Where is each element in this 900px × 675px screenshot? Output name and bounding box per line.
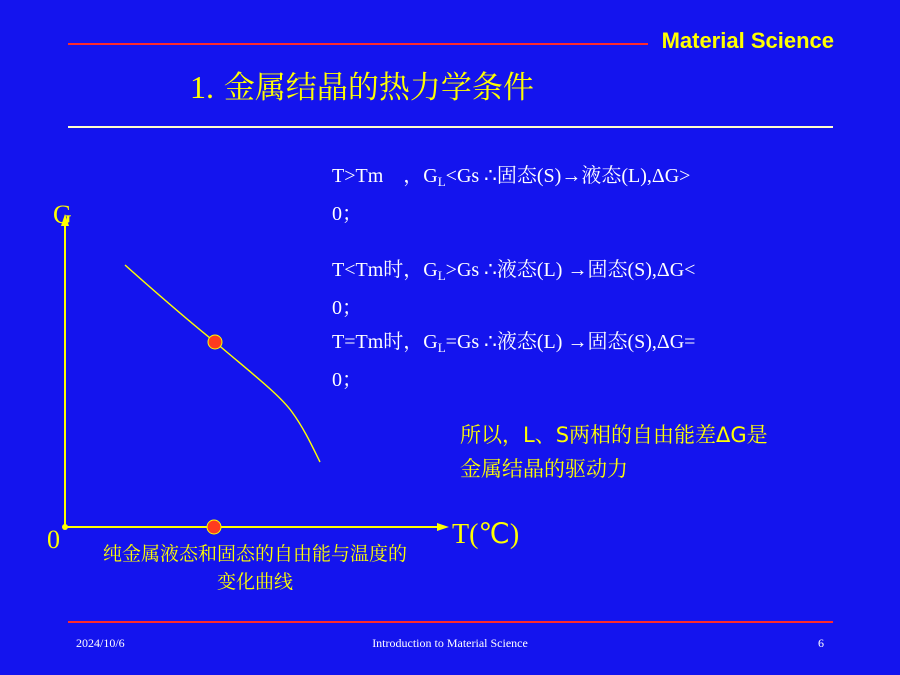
bottom-divider <box>68 621 833 623</box>
caption-line: 变化曲线 <box>216 571 293 593</box>
condition-continuation: 0； <box>332 369 362 391</box>
condition-rhs: =Gs ∴液态(L) →固态(S),ΔG= <box>445 331 696 353</box>
condition-subscript: L <box>437 340 446 355</box>
condition-subscript: L <box>437 268 446 283</box>
condition-continuation: 0； <box>332 297 362 319</box>
condition-rhs: <Gs ∴固态(S)→液态(L),ΔG> <box>445 165 691 187</box>
free-energy-curve <box>125 265 320 462</box>
origin-label: 0 <box>47 525 60 554</box>
graph-caption <box>60 540 450 596</box>
footer-date: 2024/10/6 <box>76 636 125 650</box>
curve-marker <box>208 335 222 349</box>
condition-lhs: T>Tm ，G <box>332 165 438 187</box>
condition-rhs: >Gs ∴液态(L) →固态(S),ΔG< <box>445 259 696 281</box>
axis-marker <box>207 520 221 534</box>
title-text: 金属结晶的热力学条件 <box>223 70 534 106</box>
title-number: 1. <box>190 69 214 105</box>
caption-line: 纯金属液态和固态的自由能与温度的 <box>102 543 407 565</box>
x-axis-label: T(℃) <box>452 519 520 550</box>
summary-line: 所以，L、S两相的自由能差ΔG是 <box>460 423 768 447</box>
y-axis-label: G <box>53 200 72 229</box>
condition-continuation: 0； <box>332 203 362 225</box>
condition-lhs: T<Tm时，G <box>332 259 438 281</box>
footer-course: Introduction to Material Science <box>372 636 528 650</box>
brand-label: Material Science <box>661 28 834 53</box>
x-axis-arrow <box>437 523 449 531</box>
condition-subscript: L <box>437 174 446 189</box>
summary-line: 金属结晶的驱动力 <box>460 457 628 481</box>
condition-lhs: T=Tm时，G <box>332 331 438 353</box>
origin-dot <box>62 524 68 530</box>
footer-page-number: 6 <box>818 636 824 650</box>
